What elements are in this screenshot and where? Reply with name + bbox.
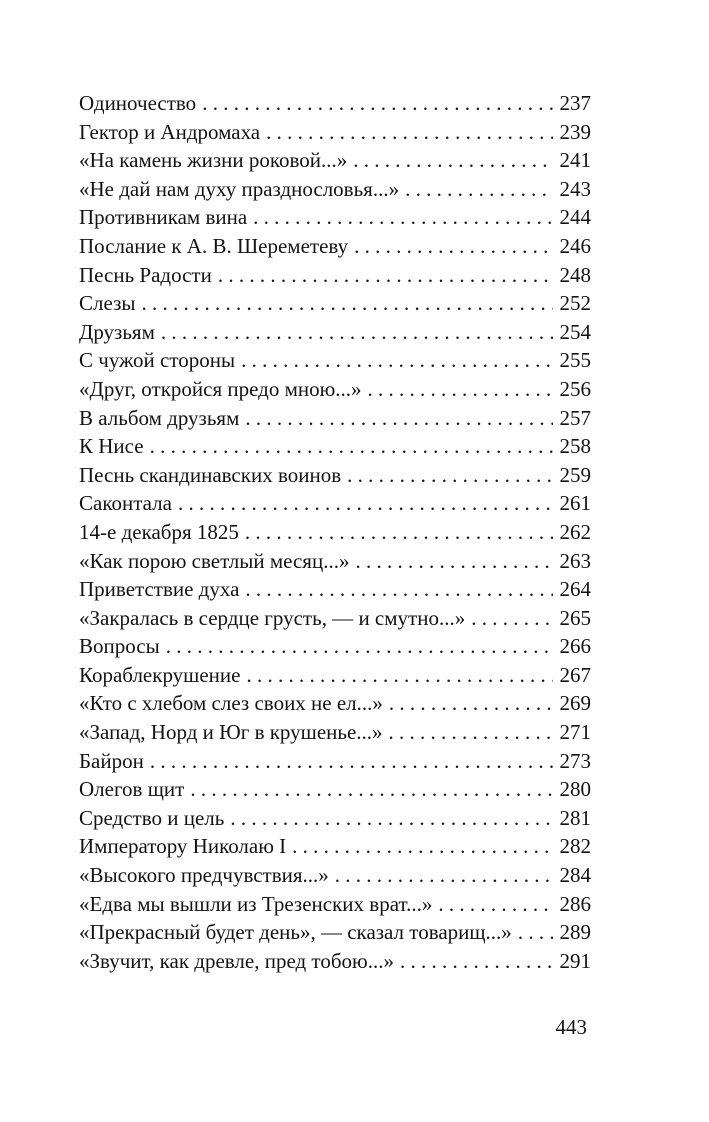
dot-leader <box>150 747 553 776</box>
toc-entry <box>79 289 591 318</box>
toc-entry-title: Саконтала <box>79 491 172 516</box>
toc-entry <box>79 346 591 375</box>
table-of-contents <box>79 89 591 975</box>
toc-entry-page: 254 <box>559 319 591 344</box>
dot-leader <box>245 518 553 547</box>
dot-leader <box>354 232 553 261</box>
dot-leader <box>253 203 553 232</box>
toc-entry <box>79 890 591 919</box>
toc-entry-page: 289 <box>559 920 591 945</box>
toc-entry-page: 281 <box>559 805 591 830</box>
toc-entry-page: 256 <box>559 376 591 401</box>
dot-leader <box>161 318 553 347</box>
toc-entry-title: Гектор и Андромаха <box>79 119 261 144</box>
toc-entry-title: В альбом друзьям <box>79 405 240 430</box>
dot-leader <box>245 575 553 604</box>
toc-entry-page: 258 <box>559 434 591 459</box>
toc-entry <box>79 661 591 690</box>
dot-leader <box>218 261 553 290</box>
toc-entry-page: 237 <box>559 91 591 115</box>
toc-entry <box>79 432 591 461</box>
toc-entry <box>79 518 591 547</box>
toc-entry-title: Вопросы <box>79 634 160 659</box>
dot-leader <box>141 289 553 318</box>
toc-entry <box>79 461 591 490</box>
toc-entry-page: 282 <box>559 834 591 859</box>
toc-entry-title: Байрон <box>79 748 144 773</box>
toc-entry <box>79 375 591 404</box>
toc-entry-page: 262 <box>559 519 591 544</box>
toc-entry-title: «Высокого предчувствия...» <box>79 863 329 888</box>
toc-entry-title: «Как порою светлый месяц...» <box>79 548 350 573</box>
dot-leader <box>355 547 553 576</box>
toc-entry <box>79 804 591 833</box>
toc-entry-title: 14-е декабря 1825 <box>79 519 239 544</box>
toc-entry-title: Одиночество <box>79 91 197 115</box>
toc-entry-page: 261 <box>559 491 591 516</box>
toc-entry <box>79 89 591 118</box>
toc-entry-page: 269 <box>559 691 591 716</box>
toc-entry-page: 264 <box>559 577 591 602</box>
dot-leader <box>335 861 553 890</box>
toc-entry-page: 263 <box>559 548 591 573</box>
dot-leader <box>166 632 553 661</box>
toc-entry <box>79 489 591 518</box>
toc-entry <box>79 689 591 718</box>
dot-leader <box>266 118 553 147</box>
toc-entry <box>79 632 591 661</box>
toc-entry-title: Олегов щит <box>79 777 185 802</box>
toc-entry <box>79 261 591 290</box>
dot-leader <box>190 775 553 804</box>
toc-entry-page: 241 <box>559 148 591 173</box>
toc-entry-title: Императору Николаю I <box>79 834 287 859</box>
toc-entry-page: 267 <box>559 662 591 687</box>
toc-entry-title: «Едва мы вышли из Трезенских врат...» <box>79 891 433 916</box>
toc-entry-title: Противникам вина <box>79 205 248 230</box>
dot-leader <box>368 375 553 404</box>
toc-entry <box>79 918 591 947</box>
toc-entry-title: «Кто с хлебом слез своих не ел...» <box>79 691 383 716</box>
footer-page-number: 443 <box>555 1015 587 1039</box>
toc-entry <box>79 604 591 633</box>
toc-entry <box>79 175 591 204</box>
toc-entry-title: «Прекрасный будет день», — сказал товарищ...» <box>79 920 512 945</box>
dot-leader <box>438 890 553 919</box>
toc-entry-title: «Друг, откройся предо мною...» <box>79 376 362 401</box>
dot-leader <box>292 832 553 861</box>
toc-entry <box>79 718 591 747</box>
toc-entry-title: Кораблекрушение <box>79 662 241 687</box>
dot-leader <box>471 604 553 633</box>
dot-leader <box>245 404 553 433</box>
toc-entry <box>79 575 591 604</box>
toc-entry <box>79 118 591 147</box>
dot-leader <box>202 89 553 118</box>
toc-entry-page: 291 <box>559 948 591 973</box>
dot-leader <box>241 346 553 375</box>
toc-entry-page: 273 <box>559 748 591 773</box>
toc-entry-page: 248 <box>559 262 591 287</box>
toc-entry-title: Песнь скандинавских воинов <box>79 462 342 487</box>
toc-entry-title: К Нисе <box>79 434 144 459</box>
toc-entry <box>79 232 591 261</box>
toc-entry <box>79 747 591 776</box>
toc-entry-title: «Запад, Норд и Юг в крушенье...» <box>79 720 383 745</box>
toc-entry-page: 271 <box>559 720 591 745</box>
toc-entry-page: 284 <box>559 863 591 888</box>
toc-entry-title: Послание к А. В. Шереметеву <box>79 233 349 258</box>
toc-entry-title: «Закралась в сердце грусть, — и смутно...» <box>79 605 466 630</box>
toc-entry <box>79 861 591 890</box>
dot-leader <box>400 947 553 976</box>
toc-entry <box>79 832 591 861</box>
toc-entry <box>79 404 591 433</box>
dot-leader <box>230 804 553 833</box>
toc-entry-page: 257 <box>559 405 591 430</box>
toc-entry-page: 243 <box>559 176 591 201</box>
toc-entry-page: 244 <box>559 205 591 230</box>
toc-entry-page: 265 <box>559 605 591 630</box>
dot-leader <box>389 718 553 747</box>
toc-entry <box>79 318 591 347</box>
toc-entry-title: Средство и цель <box>79 805 225 830</box>
toc-entry <box>79 146 591 175</box>
toc-entry <box>79 547 591 576</box>
toc-entry <box>79 947 591 976</box>
toc-entry-page: 259 <box>559 462 591 487</box>
dot-leader <box>246 661 553 690</box>
dot-leader <box>389 689 553 718</box>
dot-leader <box>518 918 553 947</box>
toc-entry-title: Друзьям <box>79 319 155 344</box>
toc-entry <box>79 775 591 804</box>
toc-entry-title: «Звучит, как древле, пред тобою...» <box>79 948 394 973</box>
toc-entry-title: «На камень жизни роковой...» <box>79 148 348 173</box>
toc-entry-page: 286 <box>559 891 591 916</box>
dot-leader <box>353 146 553 175</box>
toc-entry-page: 246 <box>559 233 591 258</box>
toc-entry-page: 255 <box>559 348 591 373</box>
toc-entry-page: 266 <box>559 634 591 659</box>
toc-entry-page: 280 <box>559 777 591 802</box>
toc-entry-title: Слезы <box>79 291 136 316</box>
toc-entry-title: С чужой стороны <box>79 348 236 373</box>
toc-entry-title: Песнь Радости <box>79 262 212 287</box>
toc-entry-title: «Не дай нам духу празднословья...» <box>79 176 400 201</box>
dot-leader <box>150 432 553 461</box>
toc-entry <box>79 203 591 232</box>
dot-leader <box>178 489 553 518</box>
toc-entry-page: 252 <box>559 291 591 316</box>
dot-leader <box>405 175 553 204</box>
toc-entry-title: Приветствие духа <box>79 577 240 602</box>
toc-entry-page: 239 <box>559 119 591 144</box>
dot-leader <box>347 461 553 490</box>
